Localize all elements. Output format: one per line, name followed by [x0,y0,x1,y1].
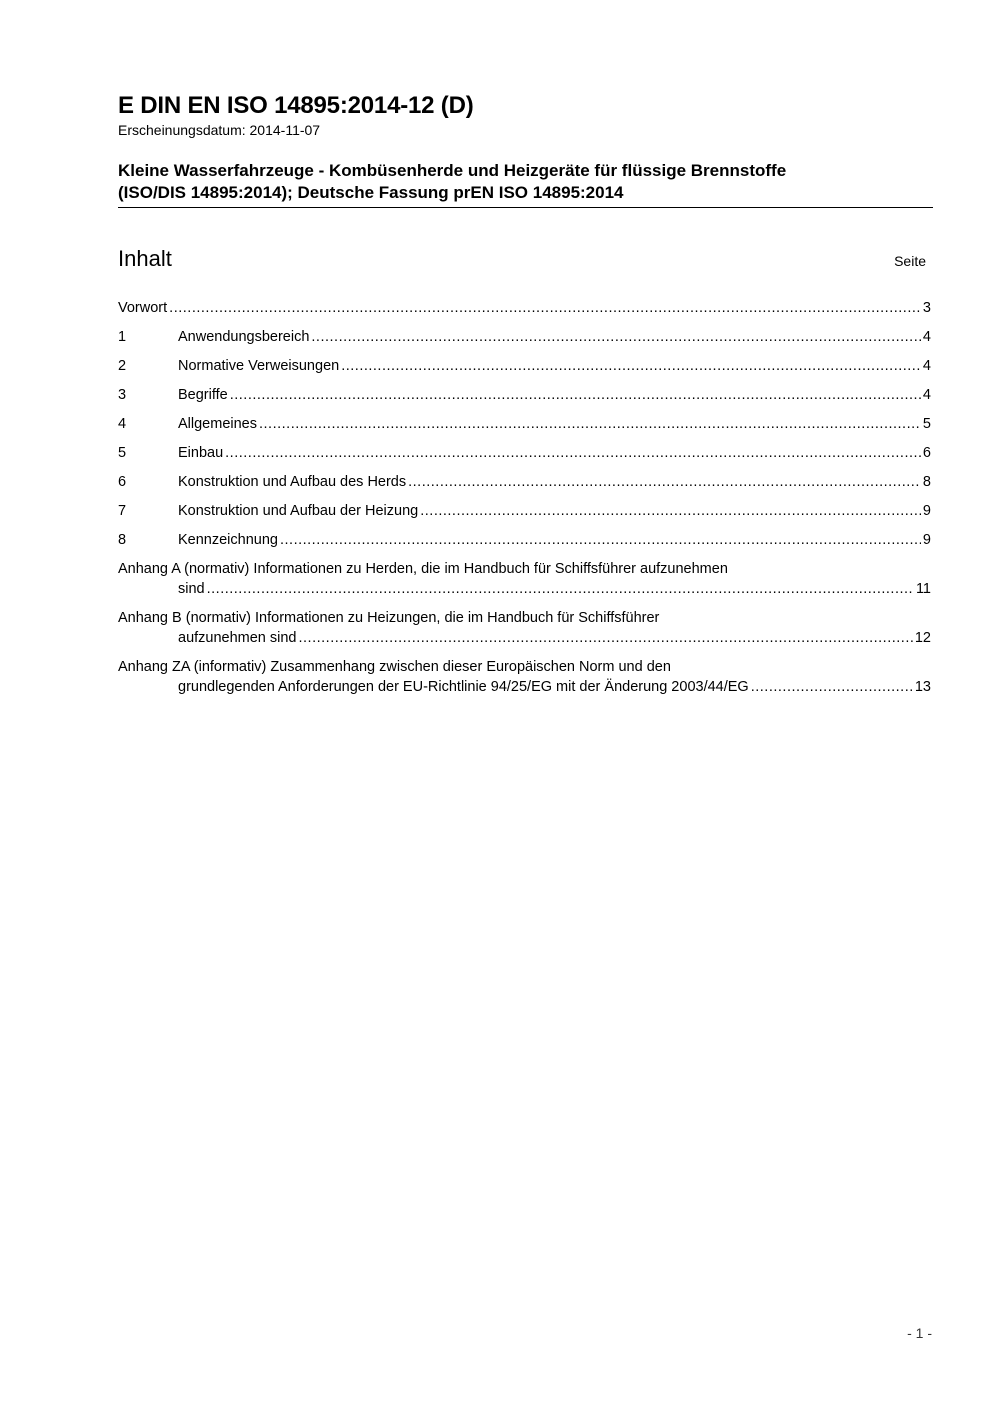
toc-leader-dots [311,327,921,347]
document-title [118,160,933,208]
toc-annex-title-line-1: Zusammenhang zwischen dieser Europäischen Norm und den [270,659,671,675]
toc-header [118,246,926,272]
toc-entry-number: 2 [118,358,127,374]
toc-annex-title-line-1: Informationen zu Heizungen, die im Handbuch für Schiffsführer [255,610,660,626]
toc-annex-b[interactable] [118,608,931,648]
toc-annex-label: Anhang A [118,561,181,577]
toc-annex-line-2 [118,628,931,648]
toc-entry-7[interactable] [118,501,931,521]
toc-entry-number: 5 [118,445,127,461]
toc-entry-page: 8 [922,474,931,490]
toc-leader-dots [299,628,913,648]
toc-leader-dots [230,385,921,405]
toc-leader-dots [341,356,921,376]
toc-entry-6[interactable] [118,472,931,492]
toc-entry-title: Konstruktion und Aufbau der Heizung [178,503,419,519]
toc-annex-label: Anhang B [118,610,182,626]
toc-entry-number: 6 [118,474,127,490]
toc-entry-page: 4 [922,358,931,374]
toc-leader-dots [751,677,913,697]
toc-annex-label: Anhang ZA [118,659,190,675]
toc-leader-dots [408,472,921,492]
document-title-line-2: (ISO/DIS 14895:2014); Deutsche Fassung prEN ISO 14895:2014 [118,183,624,202]
toc-entry-page: 5 [922,416,931,432]
toc-entry-page: 9 [922,503,931,519]
toc-annex-page: 11 [915,581,931,597]
toc-annex-title-line-2: grundlegenden Anforderungen der EU-Richtlinie 94/25/EG mit der Änderung 2003/44/EG [178,679,749,695]
toc-entry-title: Einbau [178,445,224,461]
toc-entry-number: 7 [118,503,127,519]
toc-leader-dots [207,579,914,599]
toc-leader-dots [259,414,921,434]
toc-entry-number: 4 [118,416,127,432]
publication-date: Erscheinungsdatum: 2014-11-07 [118,122,321,138]
toc-entry-number: 8 [118,532,127,548]
toc-leader-dots [225,443,921,463]
toc-entry-1[interactable] [118,327,931,347]
toc-annex-line-1 [118,559,931,579]
toc-entry-vorwort[interactable] [118,298,931,318]
toc-entry-title: Normative Verweisungen [178,358,340,374]
toc-entry-4[interactable] [118,414,931,434]
toc-annex-line-1 [118,657,931,677]
toc-annex-line-2 [118,579,931,599]
toc-entry-page: 9 [922,532,931,548]
toc-entry-page: 4 [922,387,931,403]
toc-annex-title-line-2: aufzunehmen sind [178,630,297,646]
toc-annex-type: (normativ) [185,610,251,626]
toc-entry-title: Allgemeines [178,416,257,432]
toc-entry-title: Kennzeichnung [178,532,278,548]
toc-annex-title-line-2: sind [178,581,205,597]
document-id: E DIN EN ISO 14895:2014-12 (D) [118,92,474,119]
toc-leader-dots [169,298,921,318]
page-number: - 1 - [907,1325,932,1341]
toc-entry-page: 6 [922,445,931,461]
toc-entry-number: 3 [118,387,127,403]
toc-annex-a[interactable] [118,559,931,599]
toc-entry-page: 3 [922,300,931,316]
toc-annex-title-line-1: Informationen zu Herden, die im Handbuch für Schiffsführer aufzunehmen [253,561,728,577]
toc-annex-type: (informativ) [193,659,267,675]
toc-entry-title: Begriffe [178,387,228,403]
toc-annex-page: 13 [914,679,931,695]
toc-leader-dots [420,501,921,521]
toc-annex-line-1 [118,608,931,628]
toc-leader-dots [280,530,921,550]
toc-annex-za[interactable] [118,657,931,697]
toc-heading: Inhalt [118,246,172,271]
table-of-contents [118,298,931,706]
toc-entry-page: 4 [922,329,931,345]
toc-entry-3[interactable] [118,385,931,405]
toc-entry-number: 1 [118,329,127,345]
toc-annex-line-2 [118,677,931,697]
toc-entry-5[interactable] [118,443,931,463]
toc-entry-title: Vorwort [118,300,168,316]
toc-entry-2[interactable] [118,356,931,376]
toc-entry-title: Anwendungsbereich [178,329,310,345]
toc-entry-8[interactable] [118,530,931,550]
toc-annex-page: 12 [914,630,931,646]
toc-annex-type: (normativ) [184,561,250,577]
document-title-line-1: Kleine Wasserfahrzeuge - Kombüsenherde und Heizgeräte für flüssige Brennstoffe [118,161,787,180]
toc-entry-title: Konstruktion und Aufbau des Herds [178,474,407,490]
toc-page-label: Seite [894,253,926,269]
